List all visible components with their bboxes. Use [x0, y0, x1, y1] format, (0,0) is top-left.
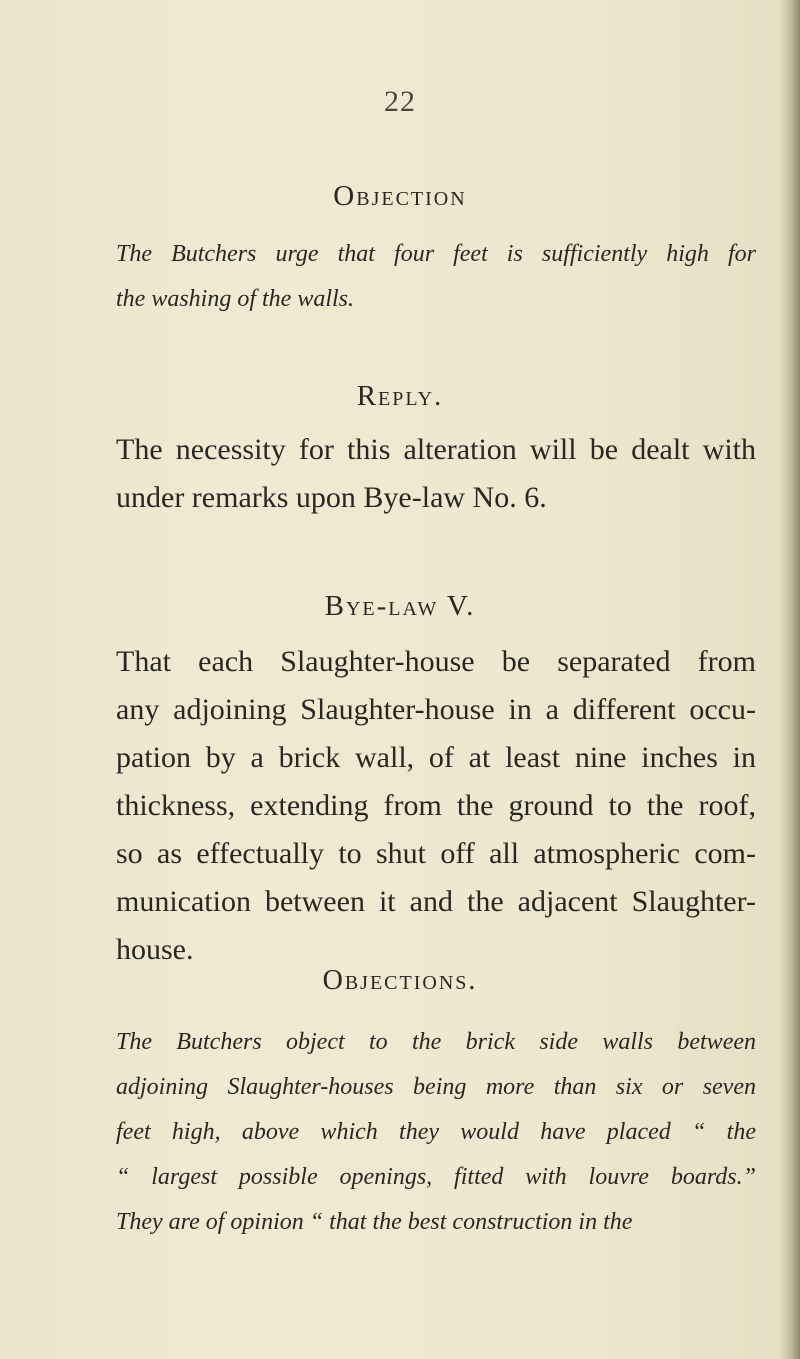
- text-line-content: under remarks upon Bye-law No. 6.: [116, 481, 547, 514]
- text-line-content: thickness, extending from the ground to the roof,: [116, 789, 756, 822]
- text-line-content: feet high, above which they would have placed “ the: [116, 1119, 756, 1145]
- text-line: [116, 426, 756, 474]
- paragraph-objection: [116, 232, 756, 322]
- text-line: [116, 686, 756, 734]
- text-line-content: house.: [116, 933, 194, 966]
- paragraph-reply: [116, 426, 756, 522]
- text-line: [116, 1155, 756, 1200]
- heading-objections: Objections.: [322, 965, 478, 996]
- text-line: [116, 1065, 756, 1110]
- text-line-content: munication between it and the adjacent Slaughter-: [116, 885, 756, 918]
- text-line-content: the washing of the walls.: [116, 286, 355, 312]
- text-line-content: so as effectually to shut off all atmospheric com-: [116, 837, 756, 870]
- text-line: [116, 1020, 756, 1065]
- text-line-content: That each Slaughter-house be separated from: [116, 645, 756, 678]
- text-line-content: “ largest possible openings, fitted with louvre boards.”: [116, 1164, 756, 1190]
- text-line: [116, 277, 756, 322]
- paragraph-bye-law-v: [116, 638, 756, 974]
- text-line-content: The necessity for this alteration will be dealt with: [116, 433, 756, 466]
- text-line: [116, 474, 756, 522]
- text-line-content: The Butchers object to the brick side walls between: [116, 1029, 756, 1055]
- text-line: [116, 734, 756, 782]
- text-line-content: adjoining Slaughter-houses being more than six or seven: [116, 1074, 756, 1100]
- text-line: [116, 638, 756, 686]
- text-line-content: any adjoining Slaughter-house in a different occu-: [116, 693, 756, 726]
- text-line: [116, 878, 756, 926]
- text-line: [116, 232, 756, 277]
- text-line-content: pation by a brick wall, of at least nine inches in: [116, 741, 756, 774]
- paragraph-objections: [116, 1020, 756, 1245]
- text-line: [116, 1200, 756, 1245]
- page-number: 22: [384, 85, 416, 118]
- heading-reply: Reply.: [356, 380, 444, 412]
- text-line: [116, 1110, 756, 1155]
- heading-objection: Objection: [333, 180, 467, 212]
- text-line: [116, 782, 756, 830]
- text-line-content: They are of opinion “ that the best construction in the: [116, 1209, 633, 1235]
- heading-bye-law-v: Bye-law V.: [324, 590, 476, 622]
- text-line-content: The Butchers urge that four feet is sufficiently high for: [116, 241, 756, 267]
- text-line: [116, 830, 756, 878]
